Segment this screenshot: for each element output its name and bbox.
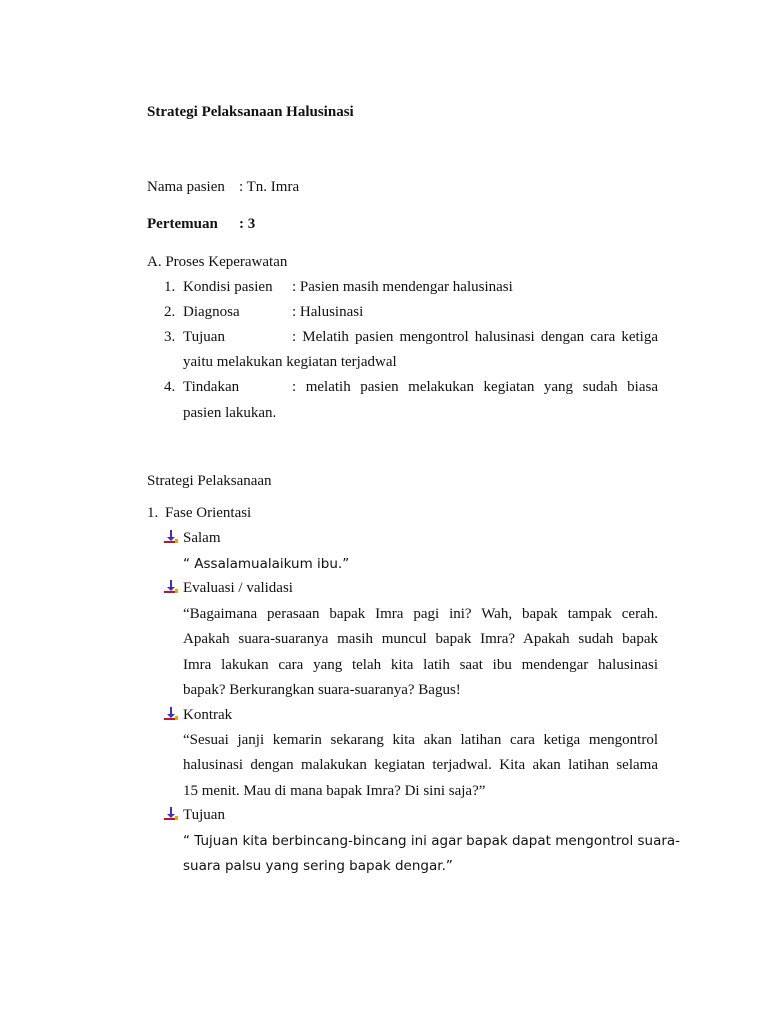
patient-name-label: Nama pasien — [147, 179, 225, 195]
item-value: : melatih pasien melakukan kegiatan yang sudah biasa — [292, 379, 658, 395]
arrow-bullet-icon — [164, 707, 178, 721]
subsection-text — [183, 605, 658, 623]
document-title: Strategi Pelaksanaan Halusinasi — [147, 104, 354, 120]
justified-line: halusinasi dengan malakukan kegiatan terjadwal. Kita akan latihan selama — [183, 757, 658, 773]
item-value: : Melatih pasien mengontrol halusinasi dengan cara ketiga — [292, 329, 658, 345]
item-value-continued: yaitu melakukan kegiatan terjadwal — [183, 354, 397, 370]
item-label: Tujuan — [183, 329, 225, 345]
patient-name-value: : Tn. Imra — [239, 179, 300, 195]
subsection-label: Tujuan — [183, 807, 225, 823]
justified-line: “Sesuai janji kemarin sekarang kita akan latihan cara ketiga mengontrol — [183, 732, 658, 748]
section-a-heading: A. Proses Keperawatan — [147, 254, 288, 270]
subsection-text: bapak? Berkurangkan suara-suaranya? Bagus! — [183, 682, 461, 698]
subsection-text — [183, 756, 658, 774]
item-value-continued: pasien lakukan. — [183, 405, 277, 421]
item-label: Diagnosa — [183, 304, 240, 320]
arrow-bullet-icon — [164, 580, 178, 594]
arrow-bullet-icon — [164, 530, 178, 544]
subsection-label: Evaluasi / validasi — [183, 580, 293, 596]
item-number: 1. — [164, 279, 176, 295]
phase-label: Fase Orientasi — [165, 505, 252, 521]
subsection-text: suara palsu yang sering bapak dengar.” — [183, 858, 453, 874]
item-number: 2. — [164, 304, 176, 320]
arrow-bullet-icon — [164, 807, 178, 821]
subsection-text — [183, 832, 681, 850]
item-label: Tindakan — [183, 379, 240, 395]
item-number: 3. — [164, 329, 176, 345]
item-label: Kondisi pasien — [183, 279, 273, 295]
item-number: 4. — [164, 379, 176, 395]
item-value: : Halusinasi — [292, 304, 364, 320]
justified-line: Apakah suara-suaranya masih muncul bapak Imra? Apakah sudah bapak — [183, 631, 658, 647]
justified-line: “Bagaimana perasaan bapak Imra pagi ini? Wah, bapak tampak cerah. — [183, 606, 658, 622]
justified-line: Imra lakukan cara yang telah kita latih saat ibu mendengar halusinasi — [183, 657, 658, 673]
subsection-label: Kontrak — [183, 707, 233, 723]
strategy-heading: Strategi Pelaksanaan — [147, 473, 272, 489]
justified-line: “ Tujuan kita berbincang-bincang ini agar bapak dapat mengontrol suara- — [183, 833, 681, 849]
subsection-text — [183, 656, 658, 674]
subsection-text — [183, 630, 658, 648]
subsection-text: “ Assalamualaikum ibu.” — [183, 556, 350, 572]
item-value: : Pasien masih mendengar halusinasi — [292, 279, 513, 295]
subsection-text: 15 menit. Mau di mana bapak Imra? Di sini saja?” — [183, 783, 486, 799]
phase-number: 1. — [147, 505, 159, 521]
subsection-text — [183, 731, 658, 749]
subsection-label: Salam — [183, 530, 221, 546]
meeting-value: : 3 — [239, 216, 256, 232]
meeting-label: Pertemuan — [147, 216, 218, 232]
